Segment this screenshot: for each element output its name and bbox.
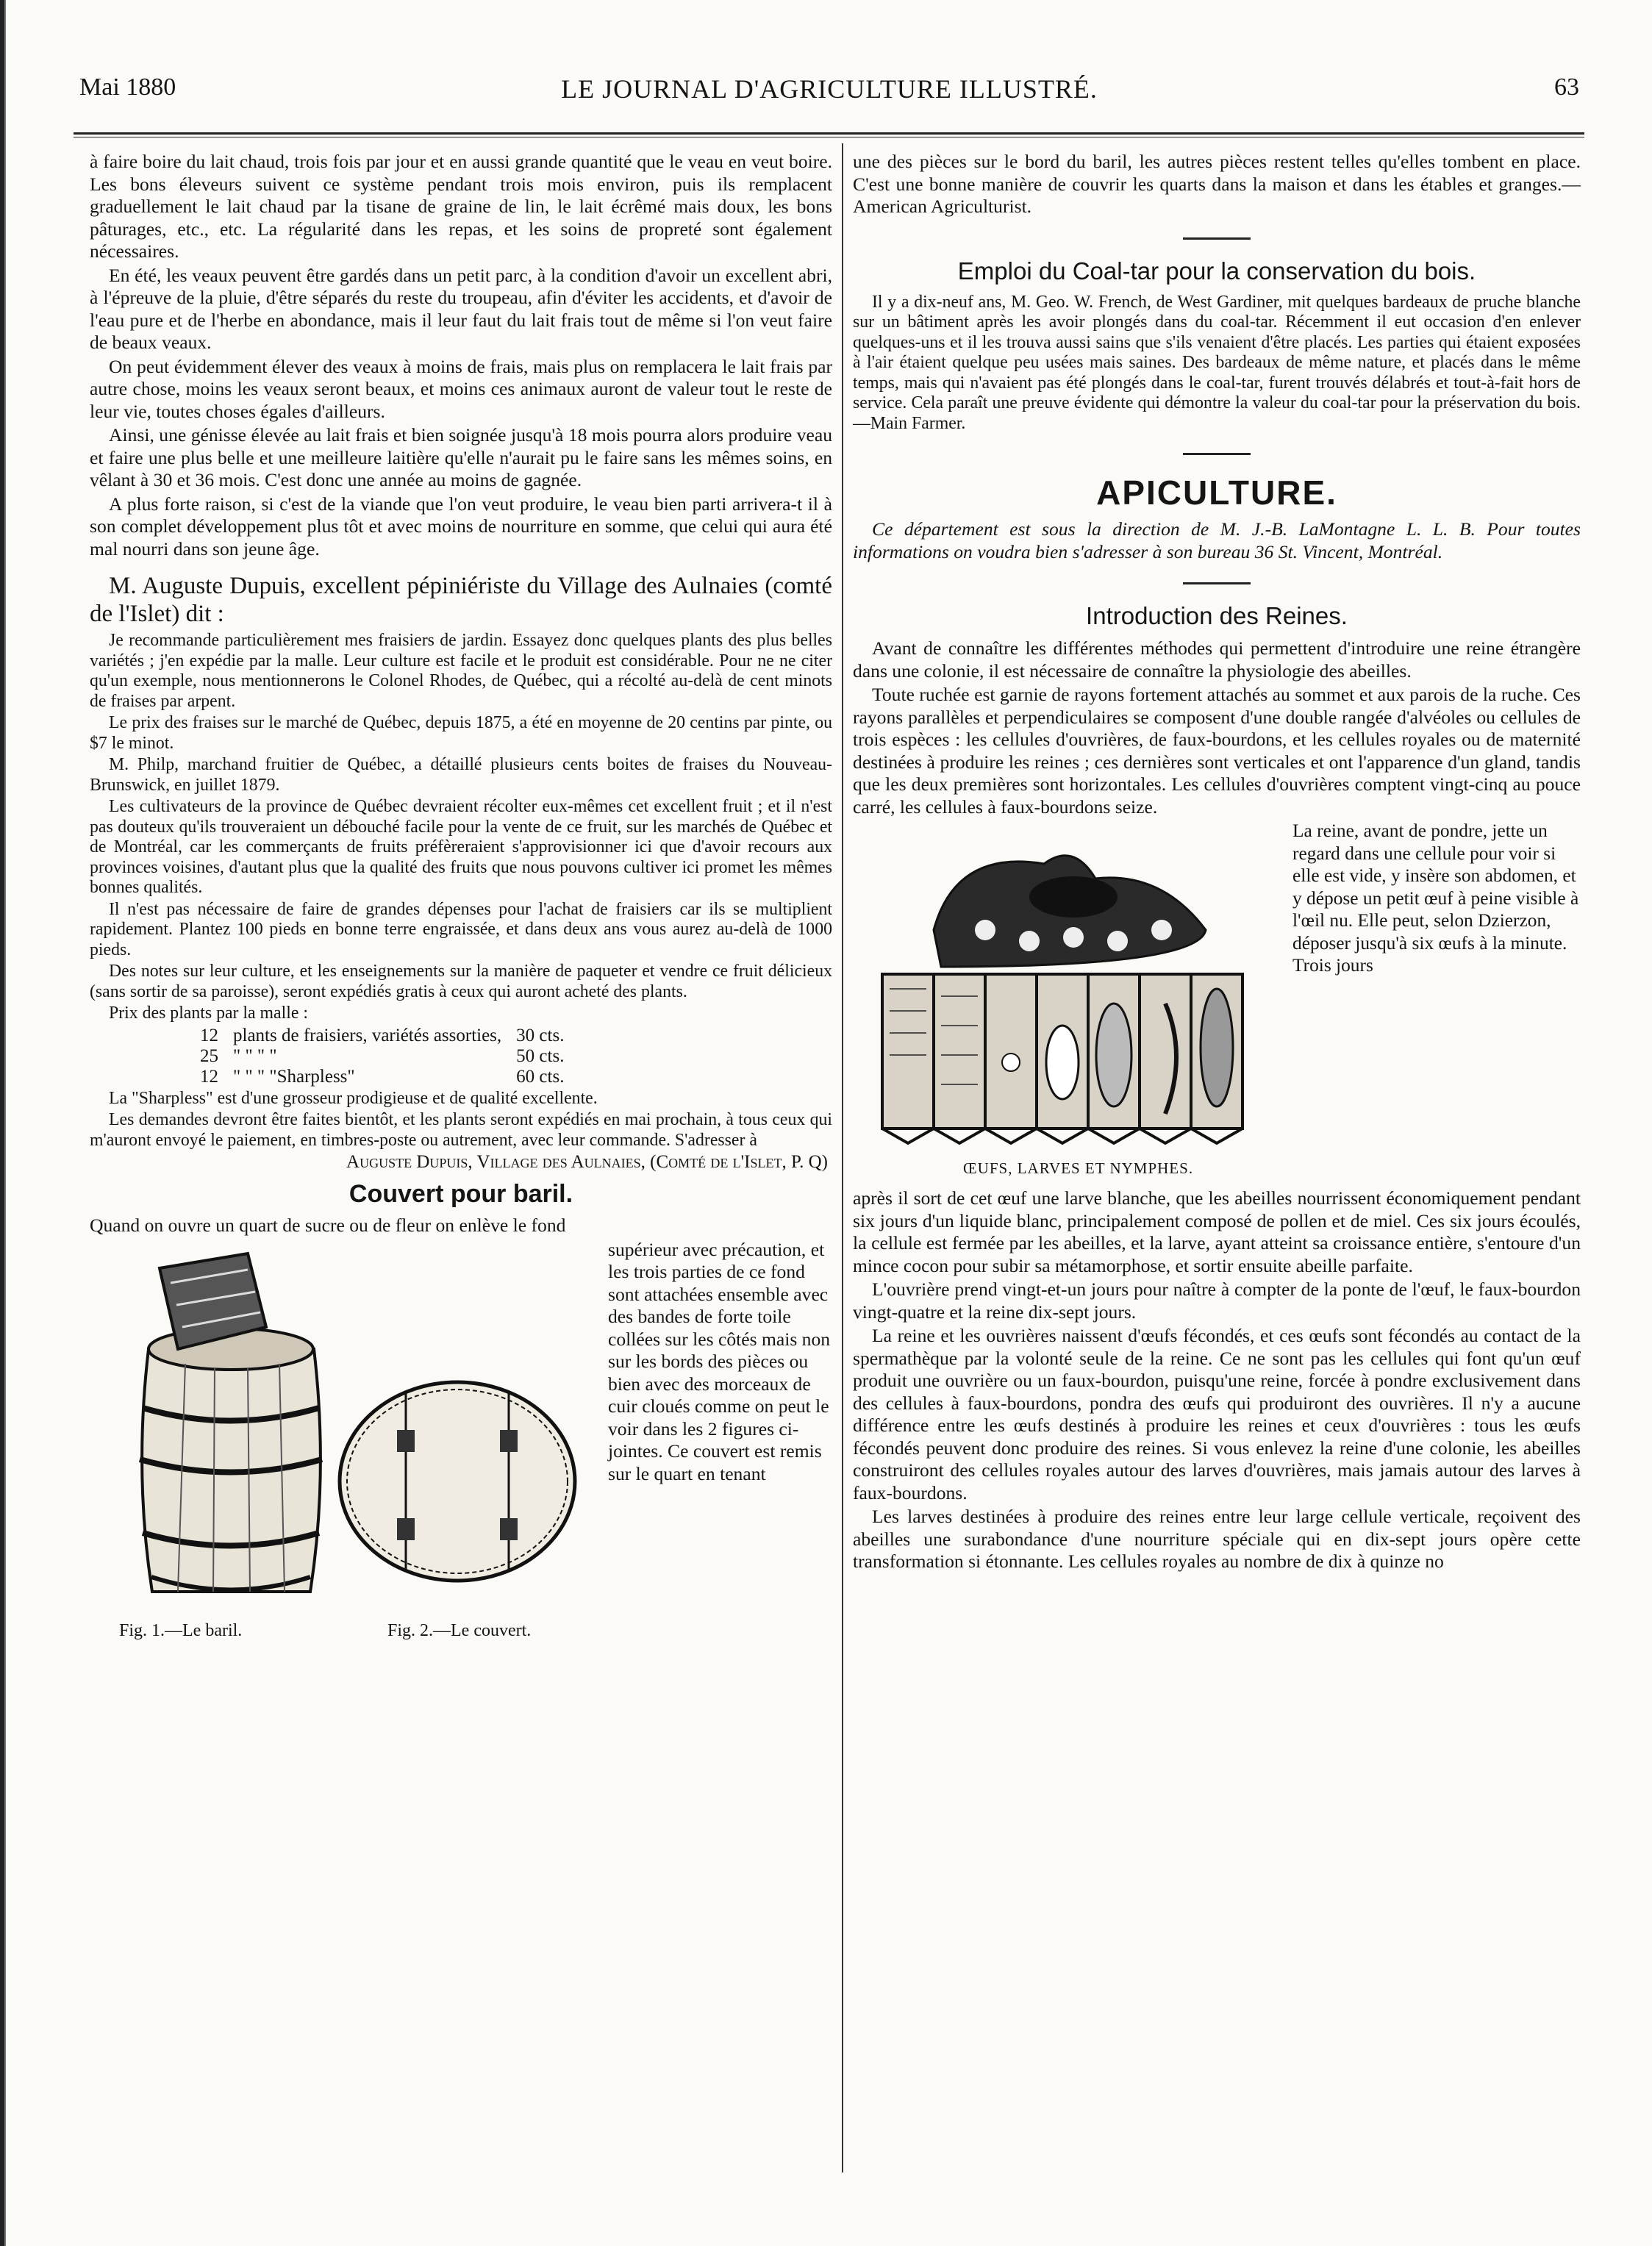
price-value: 30 cts. [516, 1025, 565, 1045]
price-row [193, 1067, 571, 1087]
page-number: 63 [1554, 74, 1579, 101]
bee-cells-icon [882, 856, 1242, 1143]
paragraph: A plus forte raison, si c'est de la viande que l'on veut produire, le veau bien parti arrivera-t il à son complet développement plus tôt et avec moins de nourriture en somme, que celui qui aura été mal nourri dans son jeune âge. [90, 493, 832, 559]
header-rule [74, 132, 1584, 135]
paragraph: En été, les veaux peuvent être gardés dans un petit parc, à la condition d'avoir un excellent abri, à l'épreuve de la pluie, d'être séparés du reste du troupeau, afin d'éviter les accidents, et d'avoir de l'eau pure et de l'herbe en abondance, mais il leur faut du lait frais tout de même si l'on veut faire de beaux veaux. [90, 264, 832, 353]
section-divider [1183, 582, 1251, 584]
couvert-wrap-text [608, 1239, 832, 1487]
price-qty: 12 [200, 1066, 218, 1087]
barrel-illustration [90, 1239, 604, 1650]
paragraph: Prix des plants par la malle : [109, 1004, 308, 1023]
price-desc: " " " " [233, 1045, 277, 1066]
paragraph: Avant de connaître les différentes méthodes qui permettent d'introduire une reine étrangère dans une colonie, il est nécessaire de connaître la physiologie des abeilles. [853, 637, 1581, 682]
paragraph: La reine, avant de pondre, jette un regard dans une cellule pour voir si elle est vide, y insère son abdomen, et y dépose un petit œuf à peine visible à l'œil nu. Elle peut, selon Dzierzon, déposer jusqu'à six œufs à la minute. Trois jours [1292, 820, 1579, 976]
price-desc: plants de fraisiers, variétés assorties, [233, 1025, 502, 1045]
paragraph: une des pièces sur le bord du baril, les autres pièces restent telles qu'elles tombent en place. C'est une bonne manière de couvrir les quarts dans la maison et dans les étables et granges.—American Agriculturist. [853, 151, 1581, 217]
price-value: 50 cts. [516, 1045, 565, 1066]
left-column [90, 151, 832, 1650]
paragraph: Les demandes devront être faites bientôt, et les plants seront expédiés en mai prochain, à tous ceux qui m'auront envoyé le paiement, en timbres-poste ou autrement, avec leur commande. S'adresser à [90, 1110, 832, 1150]
apiculture-heading: APICULTURE. [1096, 473, 1337, 512]
paragraph: supérieur avec précaution, et les trois parties de ce fond sont attachées ensemble avec des bandes de forte toile collées sur les côtés mais non sur les bords des pièces ou bien avec des morceaux de cuir cloués comme on peut le voir dans les 2 figures ci-jointes. Ce couvert est remis sur le quart en tenant [608, 1238, 831, 1484]
queen-wrap-text [1292, 820, 1581, 979]
journal-title: LE JOURNAL D'AGRICULTURE ILLUSTRÉ. [561, 74, 1098, 104]
binding-edge [0, 0, 10, 2246]
paragraph: La "Sharpless" est d'une grosseur prodigieuse et de qualité excellente. [109, 1088, 598, 1108]
price-qty: 25 [200, 1045, 218, 1066]
price-row [193, 1026, 571, 1046]
coal-tar-heading: Emploi du Coal-tar pour la conservation du bois. [957, 257, 1476, 285]
barrel-icon [140, 1253, 322, 1592]
couvert-heading: Couvert pour baril. [348, 1180, 573, 1208]
paragraph: M. Philp, marchand fruitier de Québec, a détaillé plusieurs cents boites de fraises du Nouveau-Brunswick, en juillet 1879. [90, 755, 832, 795]
signature: Auguste Dupuis, Village des Aulnaies, (Comté de l'Islet, P. Q) [346, 1152, 828, 1172]
paragraph: L'ouvrière prend vingt-et-un jours pour naître à compter de la ponte de l'œuf, le faux-bourdon vingt-quatre et la reine dix-sept jours. [853, 1278, 1581, 1323]
figure-2-caption: Fig. 2.—Le couvert. [387, 1620, 532, 1640]
cover-icon [340, 1382, 575, 1581]
paragraph: On peut évidemment élever des veaux à moins de frais, mais plus on remplacera le lait frais par autre chose, moins les veaux seront beaux, et moins ces animaux auront de valeur tout le reste de leur vie, toutes choses égales d'ailleurs. [90, 355, 832, 422]
section-divider [1183, 453, 1251, 455]
issue-date: Mai 1880 [79, 74, 176, 101]
column-separator [842, 143, 843, 2172]
paragraph: Il n'est pas nécessaire de faire de grandes dépenses pour l'achat de fraisiers car ils se multiplient rapidement. Plantez 100 pieds en bonne terre engraissée, et dans deux ans vous aurez au-delà de 1000 pieds. [90, 899, 832, 959]
price-qty: 12 [200, 1025, 218, 1045]
price-table [193, 1026, 571, 1087]
paragraph: Le prix des fraises sur le marché de Québec, depuis 1875, a été en moyenne de 20 centins par pinte, ou $7 le minot. [90, 713, 832, 753]
introduction-heading: Introduction des Reines. [1086, 602, 1348, 629]
paragraph: Les larves destinées à produire des reines entre leur large cellule verticale, reçoivent des abeilles une surabondance d'une nourriture spéciale qui en dix-sept jours opère cette transformation si étonnante. Les cellules royales au nombre de dix à quinze no [853, 1506, 1581, 1572]
page-header [79, 74, 1579, 109]
paragraph: Ainsi, une génisse élevée au lait frais et bien soignée jusqu'à 18 mois pourra alors produire veau et faire une plus belle et une meilleure laitière qu'elle n'aurait pu le faire sans les mêmes soins, en vêlant à 30 et 36 mois. C'est donc une année au moins de gagnée. [90, 424, 832, 490]
paragraph: La reine et les ouvrières naissent d'œufs fécondés, et ces œufs sont fécondés au contact de la spermathèque par la volonté seule de la reine. Ce ne sont pas les cellules qui font qu'un œuf produit une ouvrière ou un faux-bourdon, puisqu'une reine, forcée à pondre exclusivement dans des cellules à faux-bourdons, pondra des œufs qui produiront des ouvrières. Il n'y a aucune différence entre les œufs destinés à produire les reines et ceux d'ouvrières : tous les œufs fécondés peuvent donc produire des reines. Si vous enlevez la reine d'une colonie, les abeilles construiront des cellules royales autour des larves d'ouvrières, mais jamais autour des larves à faux-bourdons. [853, 1325, 1581, 1503]
paragraph: Des notes sur leur culture, et les enseignements sur la manière de paqueter et vendre ce fruit délicieux (sans sortir de sa paroisse), seront expédiés gratis à ceux qui auront acheté des plants. [90, 962, 832, 1001]
price-desc: " " " "Sharpless" [233, 1066, 355, 1087]
paragraph: à faire boire du lait chaud, trois fois par jour et en aussi grande quantité que le veau en veut boire. Les bons éleveurs suivent ce système pendant trois mois environ, puis ils remplacent graduellement le lait chaud par la tisane de graine de lin, le lait écrêmé mais doux, les bons pâturages, etc., etc. La régularité dans les repas, et les soins de propreté sont également nécessaires. [90, 151, 832, 262]
price-value: 60 cts. [516, 1066, 565, 1087]
paragraph: Toute ruchée est garnie de rayons fortement attachés au sommet et aux parois de la ruche. Ces rayons parallèles et perpendiculaires se composent d'une double rangée d'alvéoles ou cellules de trois espèces : les cellules d'ouvrières, de faux-bourdons, et les cellules royales ou de maternité destinées à produire les reines ; ces dernières sont verticales et ont l'apparence d'un gland, tandis que les deux premières sont horizontales. Les cellules d'ouvrières comptent vingt-cinq au pouce carré, les cellules à faux-bourdons seize. [853, 684, 1581, 818]
right-column [853, 151, 1581, 1575]
section-divider [1183, 237, 1251, 240]
dupuis-heading: M. Auguste Dupuis, excellent pépiniériste du Village des Aulnaies (comté de l'Islet) dit : [90, 573, 832, 627]
paragraph: après il sort de cet œuf une larve blanche, que les abeilles nourrissent économiquement pendant six jours d'un liquide blanc, principalement composé de pollen et de miel. Ces six jours écoulés, la cellule est fermée par les abeilles, et la larve, ayant atteint sa croissance entière, s'entoure d'un mince cocon pour subir sa métamorphose, et sortir ensuite abeille parfaite. [853, 1187, 1581, 1276]
price-row [193, 1046, 571, 1067]
figure-1-caption: Fig. 1.—Le baril. [119, 1620, 243, 1640]
paragraph: Je recommande particulièrement mes fraisiers de jardin. Essayez donc quelques plants des plus belles variétés ; j'en expédie par la malle. Leur culture est facile et le produit est considérable. Pour ne ne citer qu'un exemple, nous mentionnerons le Colonel Rhodes, de Québec, qui a récolté au-delà de cent minots de fraises par arpent. [90, 631, 832, 711]
bee-figure-block [853, 820, 1581, 1187]
editor-note: Ce département est sous la direction de M. J.-B. LaMontagne L. L. B. Pour toutes informations on voudra bien s'adresser à son bureau 36 St. Vincent, Montréal. [853, 518, 1581, 562]
bee-cells-illustration [853, 820, 1287, 1165]
couvert-intro: Quand on ouvre un quart de sucre ou de fleur on enlève le fond [90, 1215, 566, 1236]
couvert-figures [90, 1239, 832, 1650]
paragraph: Les cultivateurs de la province de Québec devraient récolter eux-mêmes cet excellent fruit ; et il n'est pas douteux qu'ils trouveraient un débouché facile pour la vente de ce fruit, sur les marchés de Québec et de Montréal, car les commerçants de fruits préfèreraient s'approvisionner ici que d'avoir recours aux provinces voisines, d'autant plus que la qualité des fruits que nous pouvons cultiver ici promet les mêmes bonnes qualités. [90, 797, 832, 897]
paragraph: Il y a dix-neuf ans, M. Geo. W. French, de West Gardiner, mit quelques bardeaux de pruche blanche sur un bâtiment après les avoir plongés dans du coal-tar. Récemment il eut occasion d'en enlever quelques-uns et il les trouva aussi sains que s'ils venaient d'être placés. Les parties qui étaient exposées à l'air étaient quelque peu usées mais saines. Des bardeaux de même nature, et placés dans le même temps, mais qui n'avaient pas été plongés dans le coal-tar, furent trouvés délabrés et tout-à-fait hors de service. Cela paraît une preuve évidente qui démontre la valeur du coal-tar pour la préservation du bois.—Main Farmer. [853, 292, 1581, 433]
bee-figure-caption: ŒUFS, LARVES ET NYMPHES. [963, 1159, 1194, 1177]
